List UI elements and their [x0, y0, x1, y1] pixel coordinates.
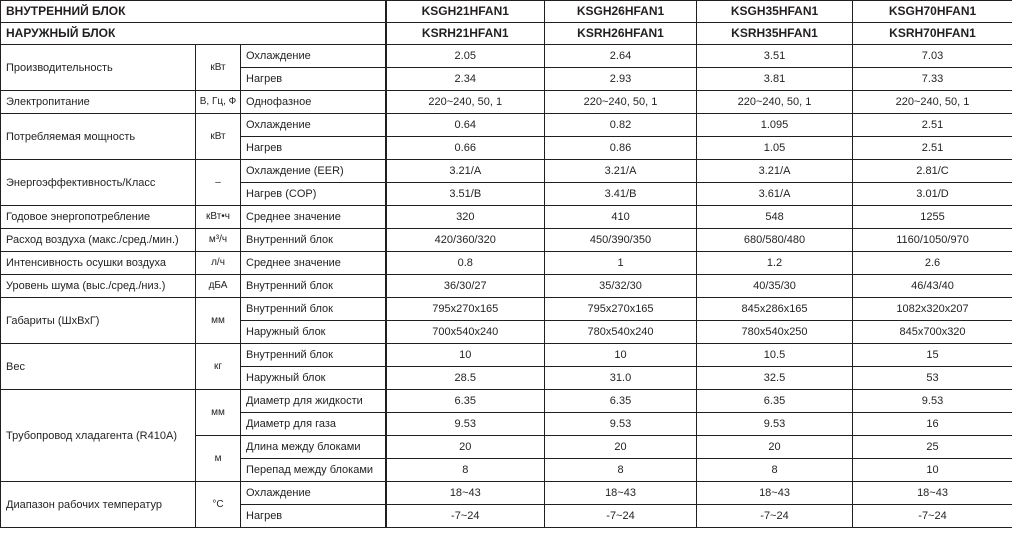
value-cell: 28.5 — [386, 367, 545, 390]
indoor-model: KSGH26HFAN1 — [545, 1, 697, 23]
value-cell: 36/30/27 — [386, 275, 545, 298]
value-cell: 6.35 — [697, 390, 853, 413]
param-label: Годовое энергопотребление — [1, 206, 196, 229]
sub-param-label: Среднее значение — [241, 252, 386, 275]
value-cell: 9.53 — [853, 390, 1012, 413]
param-label: Электропитание — [1, 91, 196, 114]
value-cell: 18~43 — [386, 482, 545, 505]
value-cell: 3.41/B — [545, 183, 697, 206]
value-cell: 1082x320x207 — [853, 298, 1012, 321]
sub-param-label: Однофазное — [241, 91, 386, 114]
value-cell: 410 — [545, 206, 697, 229]
table-row — [1, 91, 1012, 114]
value-cell: 3.51 — [697, 45, 853, 68]
value-cell: 780x540x240 — [545, 321, 697, 344]
sub-param-label: Нагрев (COP) — [241, 183, 386, 206]
value-cell: 220~240, 50, 1 — [545, 91, 697, 114]
value-cell: 20 — [386, 436, 545, 459]
value-cell: 548 — [697, 206, 853, 229]
value-cell: 1.2 — [697, 252, 853, 275]
param-label: Интенсивность осушки воздуха — [1, 252, 196, 275]
sub-param-label: Охлаждение (EER) — [241, 160, 386, 183]
value-cell: 2.93 — [545, 68, 697, 91]
unit-label: мм — [196, 390, 241, 436]
value-cell: 795x270x165 — [545, 298, 697, 321]
value-cell: 20 — [697, 436, 853, 459]
table-row — [1, 298, 1012, 321]
sub-param-label: Длина между блоками — [241, 436, 386, 459]
sub-param-label: Среднее значение — [241, 206, 386, 229]
sub-param-label: Внутренний блок — [241, 275, 386, 298]
param-label: Расход воздуха (макс./сред./мин.) — [1, 229, 196, 252]
param-label: Габариты (ШхВхГ) — [1, 298, 196, 344]
value-cell: 18~43 — [697, 482, 853, 505]
value-cell: 420/360/320 — [386, 229, 545, 252]
unit-label: дБА — [196, 275, 241, 298]
value-cell: 9.53 — [545, 413, 697, 436]
sub-param-label: Внутренний блок — [241, 344, 386, 367]
table-row — [1, 45, 1012, 68]
value-cell: 9.53 — [386, 413, 545, 436]
value-cell: 220~240, 50, 1 — [853, 91, 1012, 114]
value-cell: 1.05 — [697, 137, 853, 160]
header-row-outdoor — [1, 23, 1012, 45]
unit-label: В, Гц, Ф — [196, 91, 241, 114]
unit-label: м³/ч — [196, 229, 241, 252]
value-cell: 220~240, 50, 1 — [697, 91, 853, 114]
value-cell: 31.0 — [545, 367, 697, 390]
value-cell: 40/35/30 — [697, 275, 853, 298]
value-cell: 10.5 — [697, 344, 853, 367]
value-cell: 3.21/A — [386, 160, 545, 183]
value-cell: 53 — [853, 367, 1012, 390]
value-cell: 10 — [386, 344, 545, 367]
unit-label: мм — [196, 298, 241, 344]
value-cell: -7~24 — [853, 505, 1012, 528]
value-cell: 845x700x320 — [853, 321, 1012, 344]
sub-param-label: Наружный блок — [241, 321, 386, 344]
sub-param-label: Охлаждение — [241, 482, 386, 505]
table-row — [1, 252, 1012, 275]
value-cell: 2.34 — [386, 68, 545, 91]
outdoor-model: KSRH35HFAN1 — [697, 23, 853, 45]
value-cell: 7.33 — [853, 68, 1012, 91]
value-cell: 3.21/A — [697, 160, 853, 183]
unit-label: кг — [196, 344, 241, 390]
value-cell: 25 — [853, 436, 1012, 459]
value-cell: 15 — [853, 344, 1012, 367]
value-cell: 0.64 — [386, 114, 545, 137]
sub-param-label: Нагрев — [241, 505, 386, 528]
value-cell: 8 — [697, 459, 853, 482]
value-cell: 2.51 — [853, 114, 1012, 137]
value-cell: 18~43 — [853, 482, 1012, 505]
value-cell: 845x286x165 — [697, 298, 853, 321]
value-cell: -7~24 — [697, 505, 853, 528]
sub-param-label: Охлаждение — [241, 45, 386, 68]
indoor-model: KSGH35HFAN1 — [697, 1, 853, 23]
value-cell: 2.64 — [545, 45, 697, 68]
sub-param-label: Наружный блок — [241, 367, 386, 390]
value-cell: 10 — [853, 459, 1012, 482]
sub-param-label: Нагрев — [241, 68, 386, 91]
param-label: Потребляемая мощность — [1, 114, 196, 160]
value-cell: 3.21/A — [545, 160, 697, 183]
sub-param-label: Внутренний блок — [241, 298, 386, 321]
indoor-unit-label: ВНУТРЕННИЙ БЛОК — [1, 1, 386, 23]
table-row — [1, 114, 1012, 137]
value-cell: 320 — [386, 206, 545, 229]
param-label: Вес — [1, 344, 196, 390]
outdoor-unit-label: НАРУЖНЫЙ БЛОК — [1, 23, 386, 45]
sub-param-label: Нагрев — [241, 137, 386, 160]
value-cell: 3.61/A — [697, 183, 853, 206]
param-label: Диапазон рабочих температур — [1, 482, 196, 528]
value-cell: 2.05 — [386, 45, 545, 68]
value-cell: 0.66 — [386, 137, 545, 160]
value-cell: 7.03 — [853, 45, 1012, 68]
sub-param-label: Охлаждение — [241, 114, 386, 137]
unit-label: л/ч — [196, 252, 241, 275]
value-cell: 1160/1050/970 — [853, 229, 1012, 252]
value-cell: -7~24 — [545, 505, 697, 528]
value-cell: 32.5 — [697, 367, 853, 390]
value-cell: 46/43/40 — [853, 275, 1012, 298]
value-cell: 220~240, 50, 1 — [386, 91, 545, 114]
header-row-indoor — [1, 1, 1012, 23]
value-cell: 795x270x165 — [386, 298, 545, 321]
unit-label: – — [196, 160, 241, 206]
unit-label: °С — [196, 482, 241, 528]
value-cell: 2.6 — [853, 252, 1012, 275]
value-cell: -7~24 — [386, 505, 545, 528]
value-cell: 10 — [545, 344, 697, 367]
value-cell: 3.81 — [697, 68, 853, 91]
param-label: Производительность — [1, 45, 196, 91]
value-cell: 3.51/B — [386, 183, 545, 206]
value-cell: 16 — [853, 413, 1012, 436]
value-cell: 1255 — [853, 206, 1012, 229]
table-row — [1, 160, 1012, 183]
sub-param-label: Внутренний блок — [241, 229, 386, 252]
value-cell: 6.35 — [386, 390, 545, 413]
param-label: Уровень шума (выс./сред./низ.) — [1, 275, 196, 298]
value-cell: 8 — [545, 459, 697, 482]
sub-param-label: Перепад между блоками — [241, 459, 386, 482]
outdoor-model: KSRH26HFAN1 — [545, 23, 697, 45]
sub-param-label: Диаметр для газа — [241, 413, 386, 436]
value-cell: 680/580/480 — [697, 229, 853, 252]
value-cell: 0.82 — [545, 114, 697, 137]
param-label: Энергоэффективность/Класс — [1, 160, 196, 206]
value-cell: 1 — [545, 252, 697, 275]
value-cell: 18~43 — [545, 482, 697, 505]
table-row — [1, 482, 1012, 505]
value-cell: 0.86 — [545, 137, 697, 160]
table-row — [1, 229, 1012, 252]
table-row — [1, 344, 1012, 367]
value-cell: 9.53 — [697, 413, 853, 436]
indoor-model: KSGH70HFAN1 — [853, 1, 1012, 23]
sub-param-label: Диаметр для жидкости — [241, 390, 386, 413]
param-label: Трубопровод хладагента (R410A) — [1, 390, 196, 482]
value-cell: 0.8 — [386, 252, 545, 275]
value-cell: 35/32/30 — [545, 275, 697, 298]
value-cell: 6.35 — [545, 390, 697, 413]
value-cell: 1.095 — [697, 114, 853, 137]
unit-label: кВт — [196, 114, 241, 160]
value-cell: 700x540x240 — [386, 321, 545, 344]
outdoor-model: KSRH21HFAN1 — [386, 23, 545, 45]
outdoor-model: KSRH70HFAN1 — [853, 23, 1012, 45]
value-cell: 2.51 — [853, 137, 1012, 160]
value-cell: 20 — [545, 436, 697, 459]
indoor-model: KSGH21HFAN1 — [386, 1, 545, 23]
table-row — [1, 390, 1012, 413]
unit-label: кВт — [196, 45, 241, 91]
value-cell: 2.81/C — [853, 160, 1012, 183]
table-row — [1, 206, 1012, 229]
value-cell: 8 — [386, 459, 545, 482]
table-row — [1, 275, 1012, 298]
value-cell: 450/390/350 — [545, 229, 697, 252]
value-cell: 780x540x250 — [697, 321, 853, 344]
unit-label: кВт•ч — [196, 206, 241, 229]
value-cell: 3.01/D — [853, 183, 1012, 206]
unit-label: м — [196, 436, 241, 482]
